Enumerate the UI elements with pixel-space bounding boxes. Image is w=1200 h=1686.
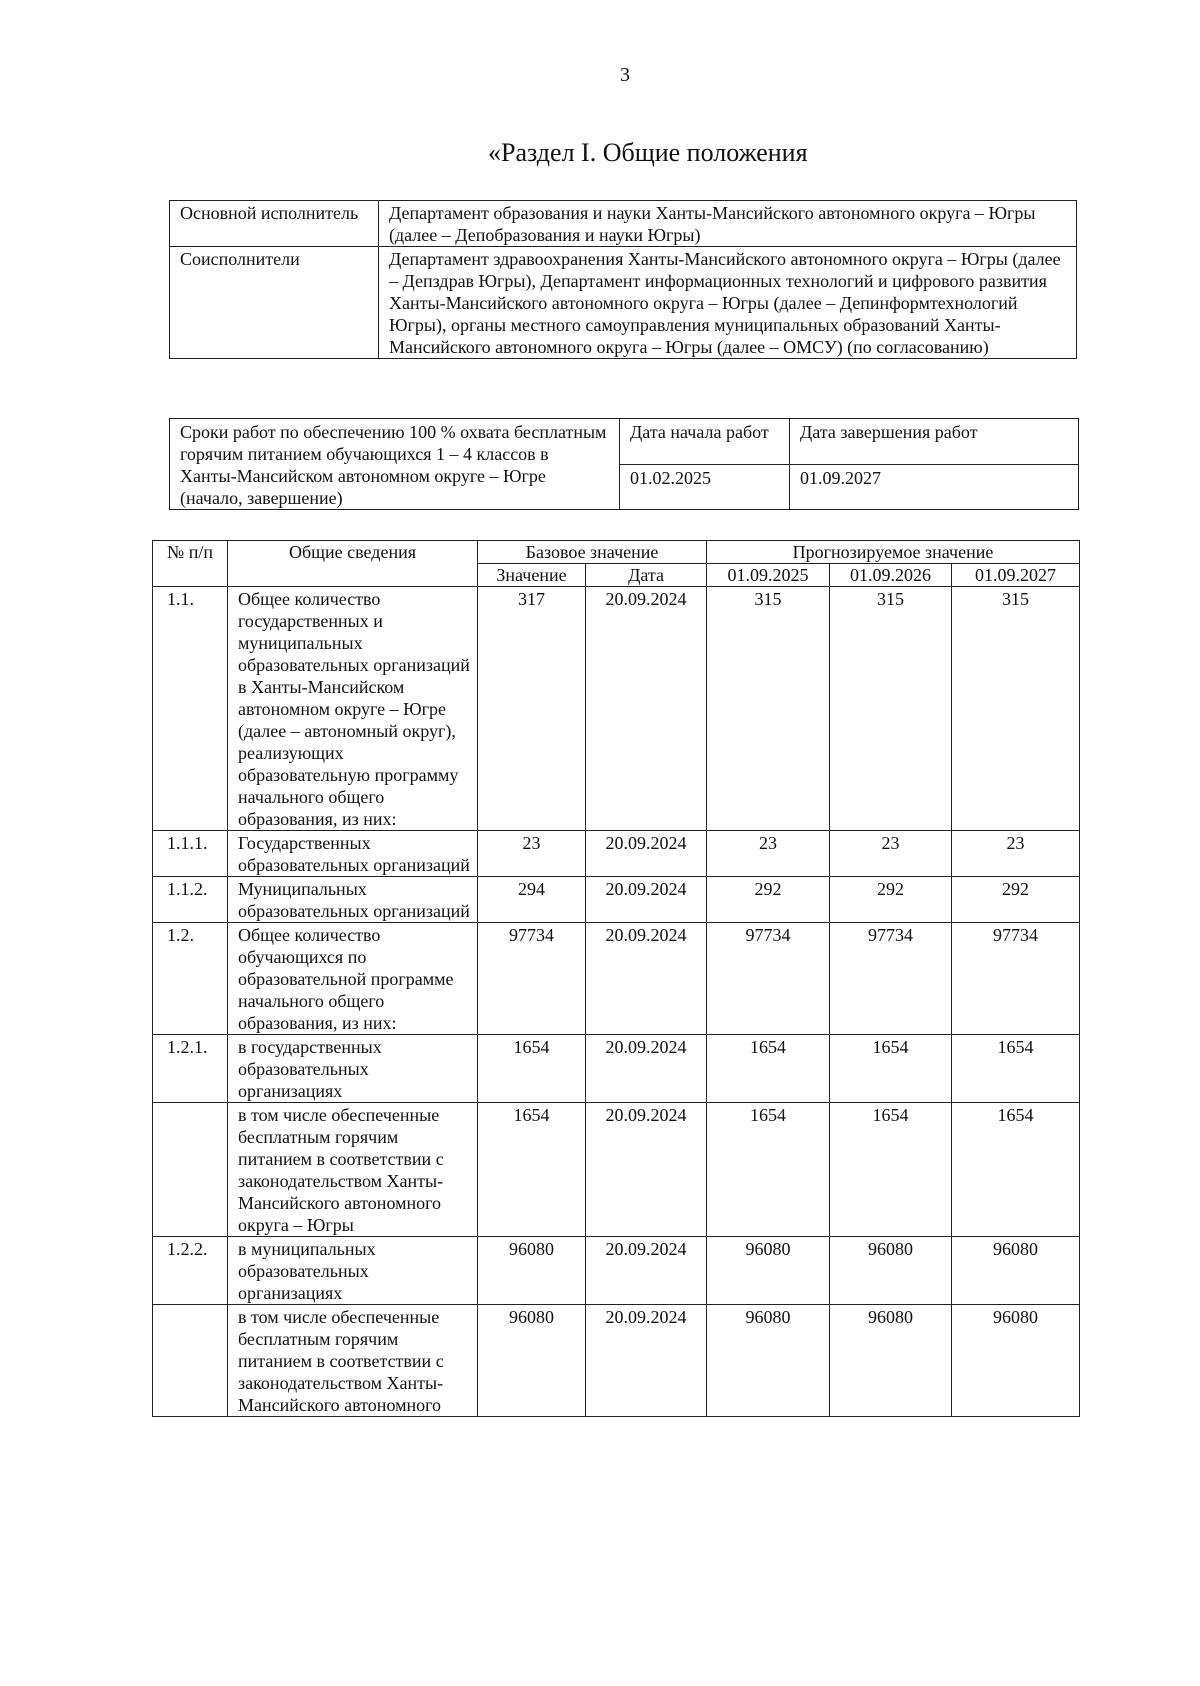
info-value: Департамент образования и науки Ханты-Мансийского автономного округа – Югры (далее – Депобразования и науки Югры) bbox=[379, 201, 1077, 247]
forecast-2025: 292 bbox=[707, 877, 830, 923]
header-2025: 01.09.2025 bbox=[707, 564, 830, 587]
base-value: 294 bbox=[478, 877, 586, 923]
base-date: 20.09.2024 bbox=[586, 1305, 707, 1417]
page-number: 3 bbox=[620, 64, 630, 86]
forecast-2027: 97734 bbox=[952, 923, 1080, 1035]
forecast-2026: 96080 bbox=[830, 1237, 952, 1305]
forecast-2027: 96080 bbox=[952, 1305, 1080, 1417]
table-row bbox=[153, 1237, 1080, 1305]
base-date: 20.09.2024 bbox=[586, 1237, 707, 1305]
base-value: 97734 bbox=[478, 923, 586, 1035]
forecast-2026: 97734 bbox=[830, 923, 952, 1035]
info-row-co-executors bbox=[170, 247, 1077, 359]
row-description: в государственных образовательных организациях bbox=[228, 1035, 478, 1103]
row-number: 1.1. bbox=[153, 587, 228, 831]
forecast-2025: 1654 bbox=[707, 1035, 830, 1103]
base-value: 317 bbox=[478, 587, 586, 831]
row-number bbox=[153, 1305, 228, 1417]
forecast-2026: 1654 bbox=[830, 1103, 952, 1237]
header-date: Дата bbox=[586, 564, 707, 587]
row-number: 1.2.1. bbox=[153, 1035, 228, 1103]
forecast-2027: 23 bbox=[952, 831, 1080, 877]
forecast-2025: 96080 bbox=[707, 1305, 830, 1417]
row-number bbox=[153, 1103, 228, 1237]
base-value: 1654 bbox=[478, 1103, 586, 1237]
row-description: в том числе обеспеченные бесплатным горячим питанием в соответствии с законодательством Ханты-Мансийского автономного округа – Югры bbox=[228, 1103, 478, 1237]
header-forecast: Прогнозируемое значение bbox=[707, 541, 1080, 564]
header-general: Общие сведения bbox=[228, 541, 478, 587]
forecast-2025: 315 bbox=[707, 587, 830, 831]
terms-label: Сроки работ по обеспечению 100 % охвата бесплатным горячим питанием обучающихся 1 – 4 классов в Ханты-Мансийском автономном округе – Югре (начало, завершение) bbox=[170, 419, 620, 510]
info-row-main-executor bbox=[170, 201, 1077, 247]
info-label: Основной исполнитель bbox=[170, 201, 379, 247]
table-row bbox=[153, 1103, 1080, 1237]
terms-table bbox=[169, 418, 1079, 510]
base-date: 20.09.2024 bbox=[586, 923, 707, 1035]
info-value: Департамент здравоохранения Ханты-Мансийского автономного округа – Югры (далее – Депздрав Югры), Департамент информационных технологий и цифрового развития Ханты-Мансийского автономного округа – Югры (далее – Депинформтехнологий Югры), органы местного самоуправления муниципальных образований Ханты-Мансийского автономного округа – Югры (далее – ОМСУ) (по согласованию) bbox=[379, 247, 1077, 359]
data-table bbox=[152, 540, 1080, 1417]
header-2026: 01.09.2026 bbox=[830, 564, 952, 587]
base-value: 23 bbox=[478, 831, 586, 877]
forecast-2027: 292 bbox=[952, 877, 1080, 923]
header-value: Значение bbox=[478, 564, 586, 587]
data-table-body bbox=[153, 587, 1080, 1417]
forecast-2025: 23 bbox=[707, 831, 830, 877]
base-value: 96080 bbox=[478, 1305, 586, 1417]
forecast-2026: 1654 bbox=[830, 1035, 952, 1103]
forecast-2025: 97734 bbox=[707, 923, 830, 1035]
table-row bbox=[153, 877, 1080, 923]
row-description: в том числе обеспеченные бесплатным горячим питанием в соответствии с законодательством Ханты-Мансийского автономного bbox=[228, 1305, 478, 1417]
terms-start-date: 01.02.2025 bbox=[620, 464, 790, 510]
forecast-2026: 292 bbox=[830, 877, 952, 923]
terms-end-date: 01.09.2027 bbox=[790, 464, 1079, 510]
row-description: в муниципальных образовательных организациях bbox=[228, 1237, 478, 1305]
header-base: Базовое значение bbox=[478, 541, 707, 564]
header-num: № п/п bbox=[153, 541, 228, 587]
row-number: 1.1.2. bbox=[153, 877, 228, 923]
header-2027: 01.09.2027 bbox=[952, 564, 1080, 587]
base-date: 20.09.2024 bbox=[586, 1103, 707, 1237]
info-table bbox=[169, 200, 1077, 359]
base-value: 96080 bbox=[478, 1237, 586, 1305]
base-date: 20.09.2024 bbox=[586, 877, 707, 923]
row-description: Общее количество обучающихся по образовательной программе начального общего образования, из них: bbox=[228, 923, 478, 1035]
forecast-2025: 1654 bbox=[707, 1103, 830, 1237]
forecast-2027: 1654 bbox=[952, 1103, 1080, 1237]
forecast-2025: 96080 bbox=[707, 1237, 830, 1305]
forecast-2027: 315 bbox=[952, 587, 1080, 831]
section-title: «Раздел I. Общие положения bbox=[488, 138, 808, 167]
base-date: 20.09.2024 bbox=[586, 587, 707, 831]
base-date: 20.09.2024 bbox=[586, 831, 707, 877]
forecast-2026: 23 bbox=[830, 831, 952, 877]
row-description: Муниципальных образовательных организаций bbox=[228, 877, 478, 923]
table-row bbox=[153, 831, 1080, 877]
table-row bbox=[153, 587, 1080, 831]
base-date: 20.09.2024 bbox=[586, 1035, 707, 1103]
row-description: Государственных образовательных организаций bbox=[228, 831, 478, 877]
table-header-row bbox=[153, 541, 1080, 564]
terms-end-header: Дата завершения работ bbox=[790, 419, 1079, 465]
table-row bbox=[153, 1035, 1080, 1103]
info-label: Соисполнители bbox=[170, 247, 379, 359]
row-number: 1.2.2. bbox=[153, 1237, 228, 1305]
forecast-2026: 96080 bbox=[830, 1305, 952, 1417]
row-number: 1.1.1. bbox=[153, 831, 228, 877]
base-value: 1654 bbox=[478, 1035, 586, 1103]
forecast-2027: 1654 bbox=[952, 1035, 1080, 1103]
row-description: Общее количество государственных и муниципальных образовательных организаций в Ханты-Мансийском автономном округе – Югре (далее – автономный округ), реализующих образовательную программу начального общего образования, из них: bbox=[228, 587, 478, 831]
row-number: 1.2. bbox=[153, 923, 228, 1035]
table-row bbox=[153, 923, 1080, 1035]
forecast-2027: 96080 bbox=[952, 1237, 1080, 1305]
terms-start-header: Дата начала работ bbox=[620, 419, 790, 465]
table-row bbox=[153, 1305, 1080, 1417]
forecast-2026: 315 bbox=[830, 587, 952, 831]
